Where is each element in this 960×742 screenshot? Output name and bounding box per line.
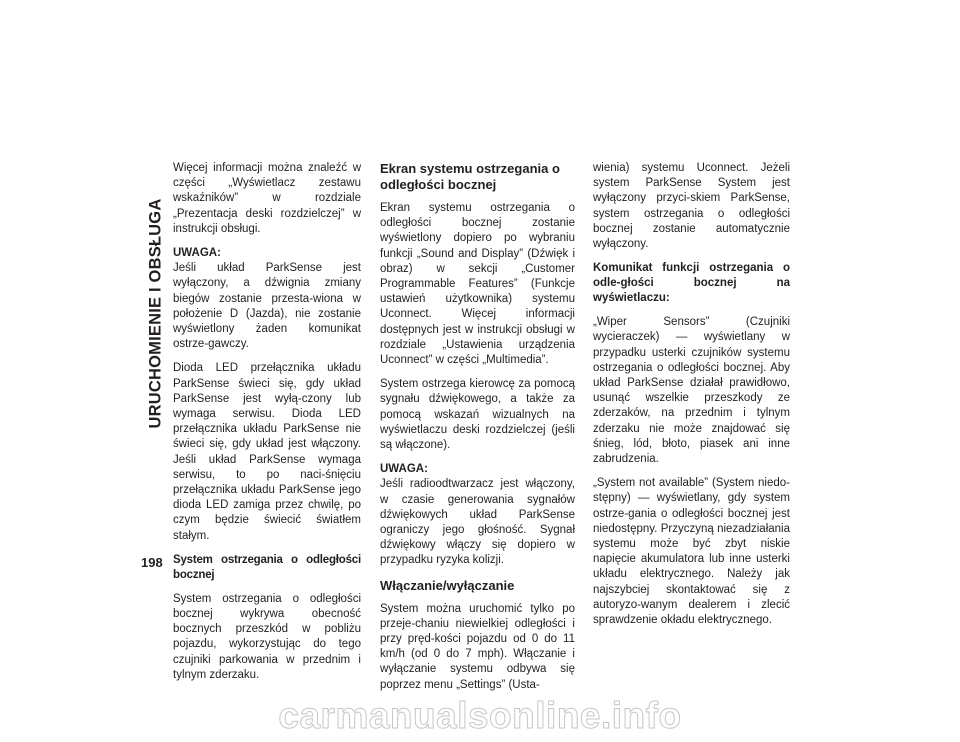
section-heading: System ostrzegania o odległości bocznej <box>173 553 361 581</box>
note-label: UWAGA: <box>380 463 428 476</box>
paragraph: Ekran systemu ostrzegania o odległości bocznej zostanie wyświetlony dopiero po wybraniu funkcji „Sound and Display” (Dźwięk i obraz) w sekcji „Customer Programmable Features” (Funkcje ustawień użytkownika) systemu Uconnect. Więcej informacji dostępnych jest w instrukcji obsługi w rozdziale „Ustawienia urządzenia Uconnect” w części „Multimedia”. <box>380 202 575 367</box>
note-text: Jeśli układ ParkSense jest wyłączony, a dźwignia zmiany biegów zostanie przesta-wiona w położenie D (Jazda), nie zostanie wyświetlony żaden komunikat ostrze-gawczy. <box>173 262 361 351</box>
paragraph: System ostrzegania o odległości bocznej wykrywa obecność bocznych przeszkód w pobliżu pojazdu, wykorzystując do tego czujniki parkowania w przednim i tylnym zderzaku. <box>173 592 361 681</box>
paragraph: „System not available” (System niedo-stępny) — wyświetlany, gdy system ostrze-gania o odległości bocznej jest niedostępny. Przyczyną niezadziałania systemu może być zbyt niskie napięcie akumulatora lub inne usterki układu elektrycznego. Należy jak najszybciej skontaktować się z autoryzo-wanym dealerem i zlecić sprawdzenie okładu elektrycznego. <box>593 477 790 627</box>
section-heading: Komunikat funkcji ostrzegania o odle-głości bocznej na wyświetlaczu: <box>593 262 790 305</box>
paragraph: System ostrzega kierowcę za pomocą sygnału dźwiękowego, a także za pomocą wskazań wizualnych na wyświetlaczu deski rozdzielczej (jeśli są włączone). <box>380 378 575 452</box>
paragraph: wienia) systemu Uconnect. Jeżeli system ParkSense System jest wyłączony przyci-skiem ParkSense, system ostrzegania o odległości bocznej zostanie automatycznie wyłączony. <box>593 162 790 251</box>
note <box>380 462 575 568</box>
section-heading: Włączanie/wyłączanie <box>380 577 515 593</box>
paragraph: Więcej informacji można znaleźć w części „Wyświetlacz zestawu wskaźników” w rozdziale „Prezentacja deski rozdzielczej” w instrukcji obsługi. <box>173 162 361 235</box>
note <box>173 246 361 352</box>
paragraph: System można uruchomić tylko po przeje-chaniu niewielkiej odległości i przy pręd-kości pojazdu od 0 do 11 km/h (od 0 do 7 mph). Włączanie i wyłączanie systemu odbywa się poprzez menu „Settings” (Usta- <box>380 602 575 691</box>
chapter-side-tab <box>145 0 167 585</box>
text-column-3 <box>593 161 790 628</box>
text-column-1 <box>173 161 361 683</box>
page-number: 198 <box>141 555 163 570</box>
text-column-2 <box>380 161 575 693</box>
section-heading: Ekran systemu ostrzegania o odległości bocznej <box>380 161 560 192</box>
note-label: UWAGA: <box>173 247 221 260</box>
chapter-title: URUCHOMIENIE I OBSŁUGA <box>146 198 165 429</box>
paragraph: „Wiper Sensors” (Czujniki wycieraczek) — wyświetlany w przypadku usterki czujników systemu ostrzegania o odległości bocznej. Aby układ ParkSense działał prawidłowo, usunąć wszelkie przeszkody ze zderzaków, na przednim i tylnym zderzaku nie może znajdować się śnieg, lód, błoto, piasek ani inne zabrudzenia. <box>593 316 790 466</box>
note-text: Jeśli radioodtwarzacz jest włączony, w czasie generowania sygnałów dźwiękowych układ ParkSense ograniczy jego głośność. Sygnał dźwiękowy włączy się dopiero w przypadku ryzyka kolizji. <box>380 478 575 567</box>
paragraph: Dioda LED przełącznika układu ParkSense świeci się, gdy układ ParkSense jest wyłą-czony lub wymaga serwisu. Dioda LED przełącznika układu ParkSense nie świeci się, gdy układ jest włączony. Jeśli układ ParkSense wymaga serwisu, to po naci-śnięciu przełącznika układu ParkSense jego dioda LED zamiga przez chwilę, po czym będzie świecić światłem stałym. <box>173 362 361 542</box>
watermark: carmanualsonline.info <box>278 695 682 736</box>
